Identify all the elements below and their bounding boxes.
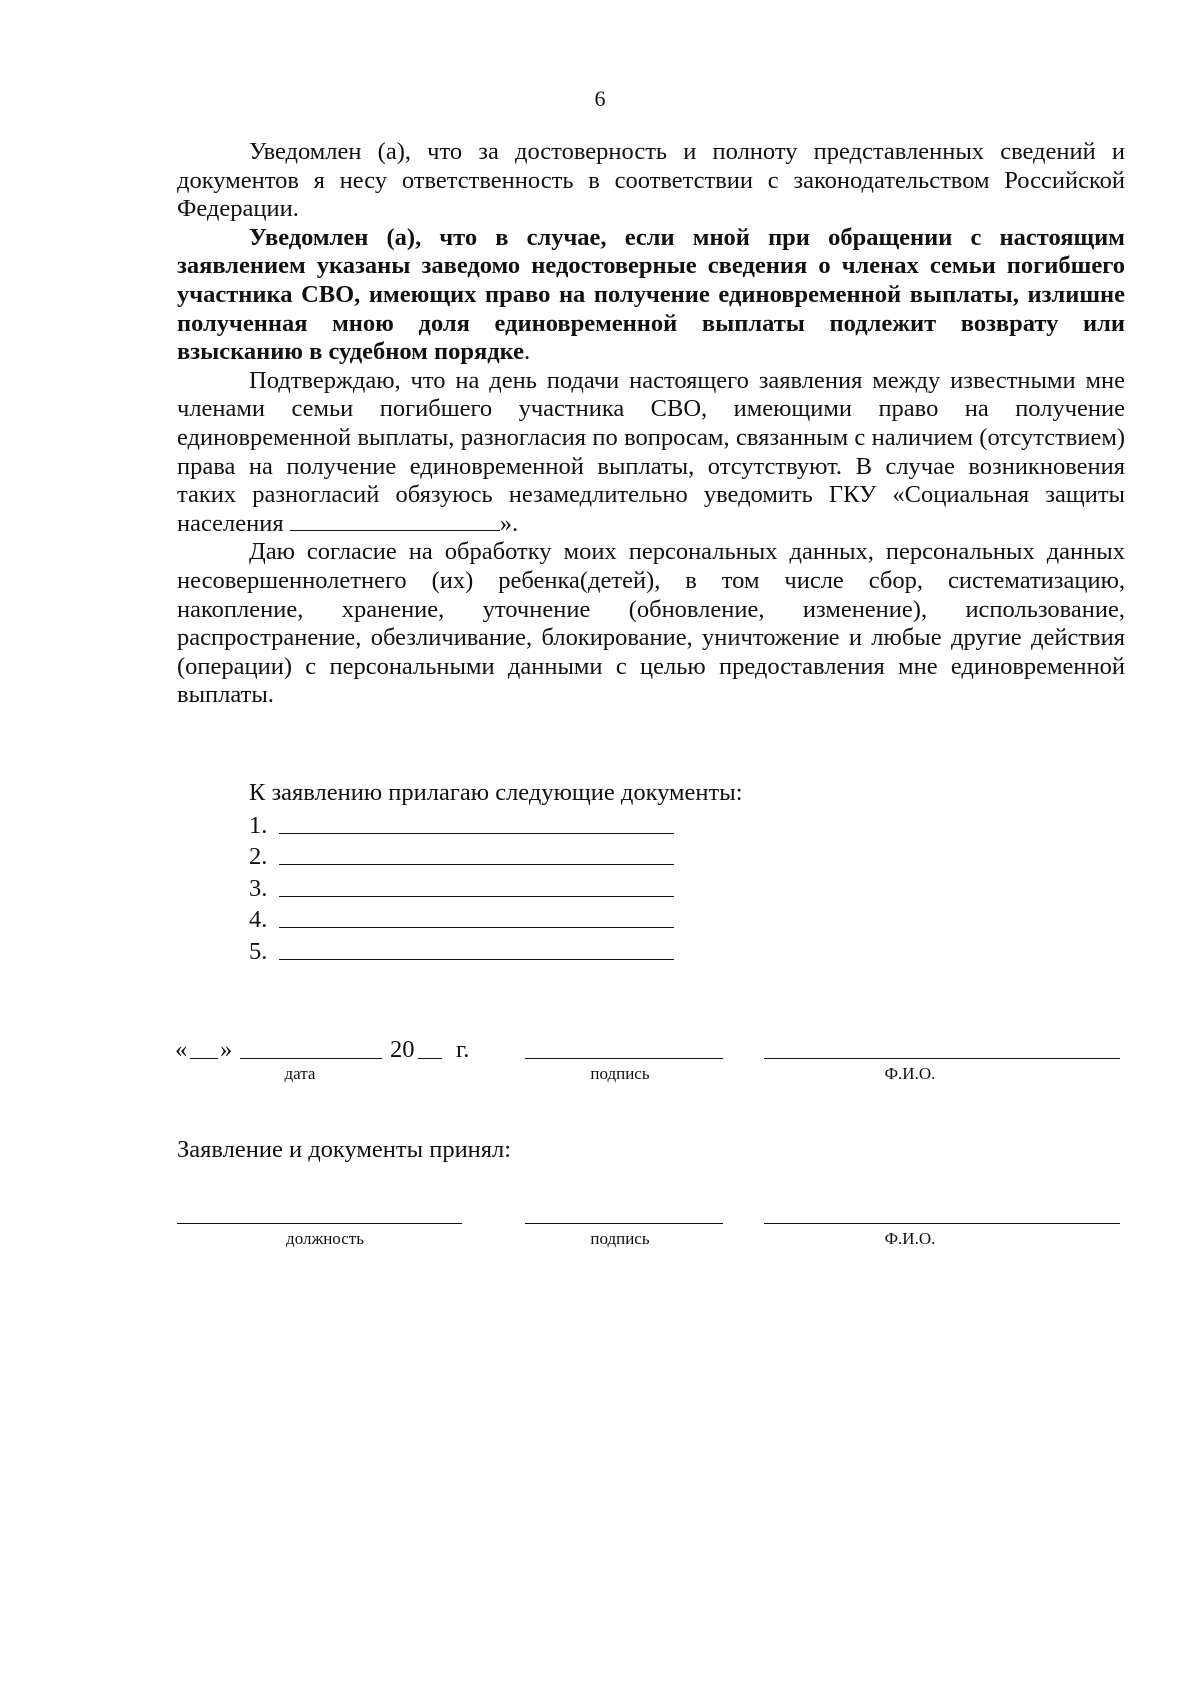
false-information-text: Уведомлен (а), что в случае, если мной при обращении с настоящим заявлением указаны заведомо недостоверные сведения о членах семьи погибшего участника СВО, имеющих право на получение единовременной выплаты, излишне полученная мною доля единовременной выплаты подлежит возврату или взысканию в судебном порядке (177, 223, 1125, 366)
attachment-number: 2. (249, 843, 268, 870)
attachments-heading: К заявлению прилагаю следующие документы: (249, 779, 743, 806)
year-blank[interactable] (418, 1058, 442, 1059)
attachment-item (249, 934, 743, 966)
consent-paragraph: Даю согласие на обработку моих персональных данных, персональных данных несовершеннолетнего (их) ребенка(детей), в том числе сбор, систематизацию, накопление, хранение, уточнение (обновление, изменение), использование, распространение, обезличивание, блокирование, уничтожение и любые другие действия (операции) с персональными данными с целью предоставления мне единовременной выплаты. (177, 538, 1125, 709)
no-disagreements-paragraph (177, 367, 1125, 539)
receiver-name-blank[interactable] (764, 1223, 1120, 1224)
name-caption: Ф.И.О. (884, 1064, 936, 1083)
receiver-position-blank[interactable] (177, 1223, 462, 1224)
attachment-number: 3. (249, 874, 268, 902)
date-caption: дата (284, 1064, 316, 1083)
position-caption: должность (286, 1229, 364, 1248)
attachment-item (249, 808, 743, 840)
attachment-item (249, 840, 743, 872)
applicant-signature-blank[interactable] (525, 1058, 723, 1059)
attachment-number: 5. (249, 937, 268, 965)
attachment-number: 4. (249, 906, 268, 933)
year-prefix: 20 (390, 1036, 415, 1063)
receiver-name-caption: Ф.И.О. (884, 1229, 936, 1248)
attachments-list (249, 778, 743, 966)
attachment-blank[interactable] (279, 833, 674, 834)
false-information-period: . (524, 338, 531, 366)
attachment-blank[interactable] (279, 959, 674, 960)
day-blank[interactable] (190, 1058, 218, 1059)
receipt-heading: Заявление и документы принял: (177, 1136, 512, 1163)
receiver-signature-blank[interactable] (525, 1223, 723, 1224)
statement-body (177, 138, 1125, 710)
page-number: 6 (594, 86, 606, 111)
year-suffix: г. (456, 1036, 470, 1063)
no-disagreements-closing: ». (499, 509, 519, 537)
attachment-blank[interactable] (279, 927, 674, 928)
date-open-quote: « (175, 1036, 188, 1063)
responsibility-paragraph: Уведомлен (а), что за достоверность и полноту представленных сведений и документов я несу ответственность в соответствии с законодательством Российской Федерации. (177, 138, 1125, 223)
agency-name-blank[interactable] (290, 510, 500, 531)
no-disagreements-text: Подтверждаю, что на день подачи настоящего заявления между известными мне членами семьи погибшего участника СВО, имеющими право на получение единовременной выплаты, разногласия по вопросам, связанным с наличием (отсутствием) права на получение единовременной выплаты, отсутствуют. В случае возникновения таких разногласий обязуюсь незамедлительно уведомить ГКУ «Социальная защиты населения (177, 366, 1125, 537)
applicant-name-blank[interactable] (764, 1058, 1120, 1059)
month-blank[interactable] (240, 1058, 382, 1059)
false-information-paragraph (177, 224, 1125, 367)
date-close-quote: » (220, 1036, 233, 1063)
attachment-blank[interactable] (279, 864, 674, 865)
signature-caption: подпись (590, 1064, 650, 1083)
attachment-number: 1. (249, 811, 268, 839)
attachment-item (249, 871, 743, 903)
attachment-item (249, 903, 743, 935)
attachment-blank[interactable] (279, 896, 674, 897)
receiver-signature-caption: подпись (590, 1229, 650, 1248)
